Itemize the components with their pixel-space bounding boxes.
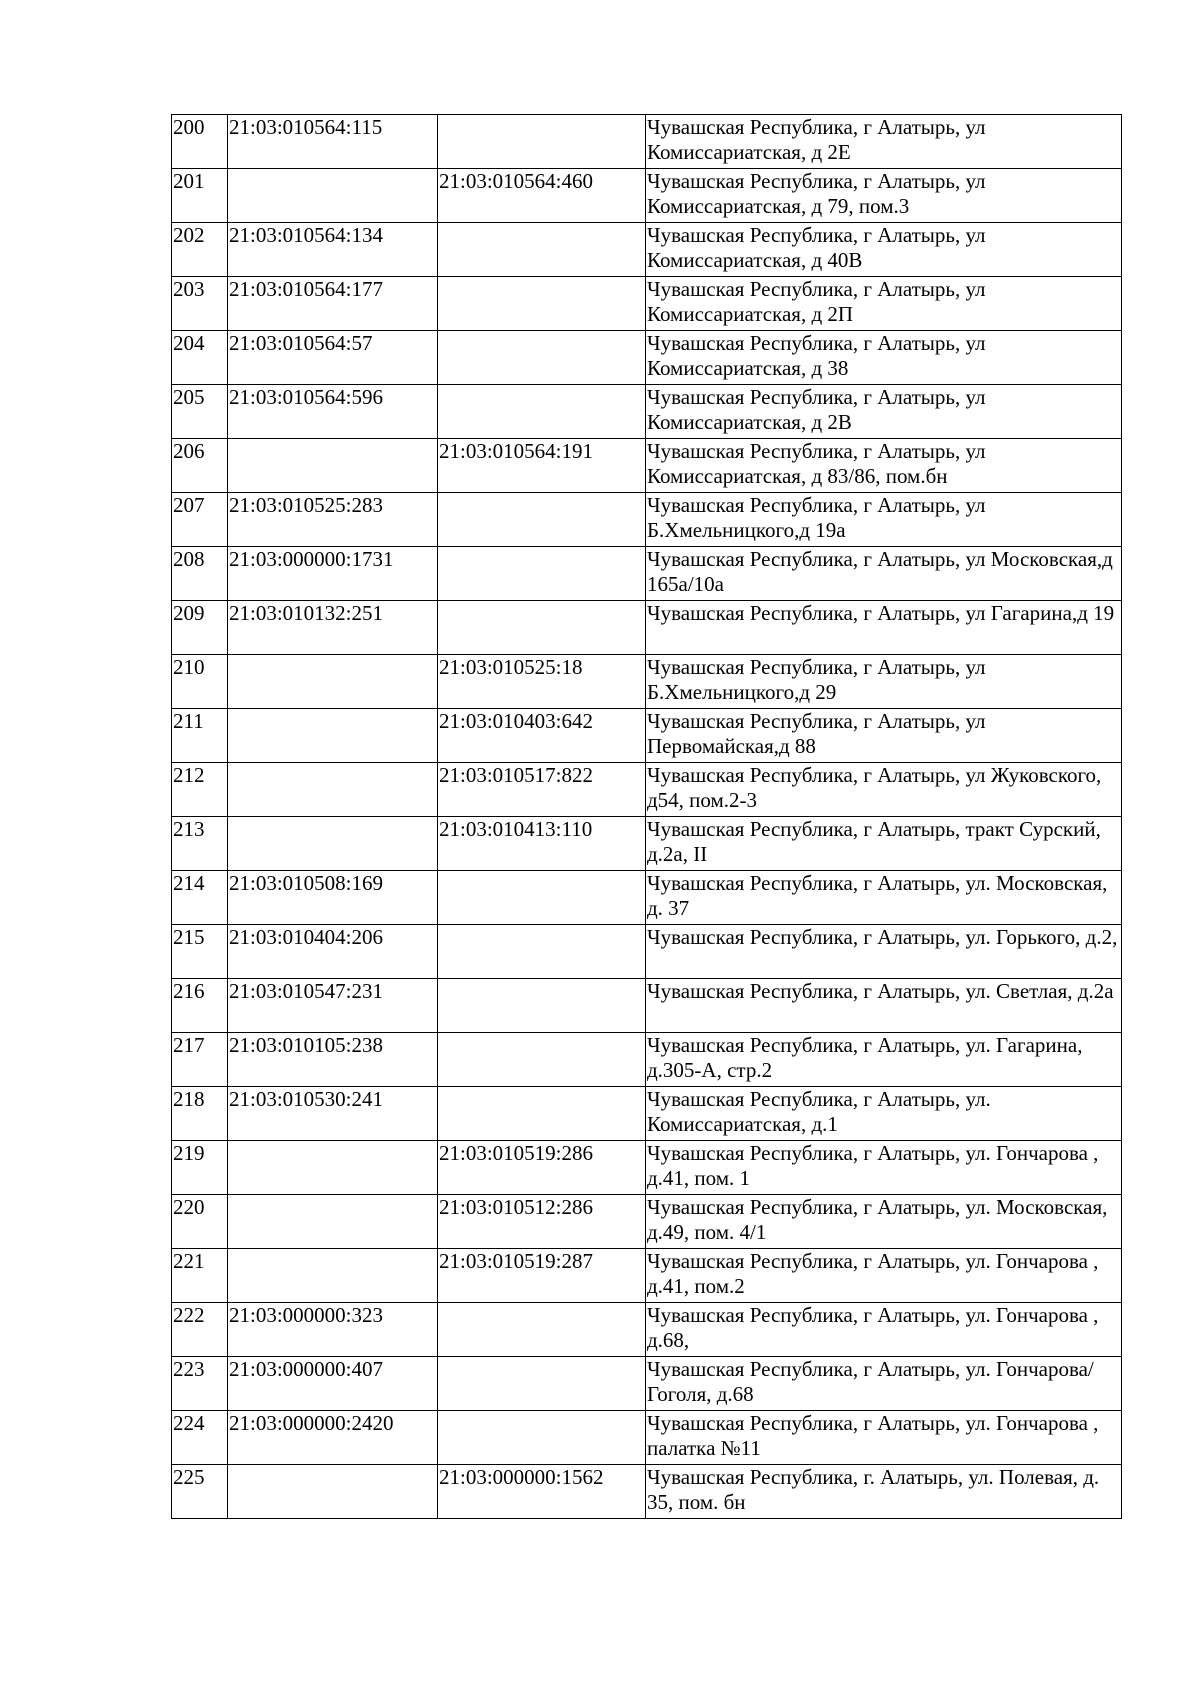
row-number-cell: 209 [172, 601, 228, 655]
premise-cadastral-number-cell [438, 331, 646, 385]
premise-cadastral-number-cell [438, 277, 646, 331]
premise-cadastral-number-cell [438, 1411, 646, 1465]
table-row [172, 277, 1122, 331]
cadastral-number-cell: 21:03:010132:251 [228, 601, 438, 655]
address-cell: Чувашская Республика, г Алатырь, ул. Гончарова , д.41, пом. 1 [646, 1141, 1122, 1195]
premise-cadastral-number-cell [438, 493, 646, 547]
table-row [172, 1303, 1122, 1357]
row-number-cell: 215 [172, 925, 228, 979]
cadastral-number-cell: 21:03:010564:177 [228, 277, 438, 331]
address-cell: Чувашская Республика, г Алатырь, ул. Комиссариатская, д.1 [646, 1087, 1122, 1141]
address-cell: Чувашская Республика, г Алатырь, ул Комиссариатская, д 2П [646, 277, 1122, 331]
address-cell: Чувашская Республика, г Алатырь, ул Жуковского, д54, пом.2-3 [646, 763, 1122, 817]
cadastral-number-cell: 21:03:010564:115 [228, 115, 438, 169]
cadastral-number-cell [228, 817, 438, 871]
row-number-cell: 200 [172, 115, 228, 169]
cadastral-number-cell: 21:03:010547:231 [228, 979, 438, 1033]
premise-cadastral-number-cell [438, 601, 646, 655]
cadastral-number-cell: 21:03:010404:206 [228, 925, 438, 979]
premise-cadastral-number-cell: 21:03:010525:18 [438, 655, 646, 709]
premise-cadastral-number-cell: 21:03:010519:286 [438, 1141, 646, 1195]
row-number-cell: 224 [172, 1411, 228, 1465]
premise-cadastral-number-cell: 21:03:000000:1562 [438, 1465, 646, 1519]
table-row [172, 601, 1122, 655]
table-row [172, 817, 1122, 871]
address-cell: Чувашская Республика, г Алатырь, ул. Гончарова , д.41, пом.2 [646, 1249, 1122, 1303]
premise-cadastral-number-cell [438, 547, 646, 601]
table-row [172, 385, 1122, 439]
row-number-cell: 202 [172, 223, 228, 277]
address-cell: Чувашская Республика, г Алатырь, ул Гагарина,д 19 [646, 601, 1122, 655]
premise-cadastral-number-cell: 21:03:010413:110 [438, 817, 646, 871]
table-row [172, 1249, 1122, 1303]
table-row [172, 709, 1122, 763]
premise-cadastral-number-cell: 21:03:010403:642 [438, 709, 646, 763]
address-cell: Чувашская Республика, г Алатырь, ул Комиссариатская, д 79, пом.3 [646, 169, 1122, 223]
table-row [172, 1141, 1122, 1195]
cadastral-number-cell: 21:03:010525:283 [228, 493, 438, 547]
cadastral-number-cell [228, 1141, 438, 1195]
row-number-cell: 214 [172, 871, 228, 925]
premise-cadastral-number-cell [438, 1087, 646, 1141]
premise-cadastral-number-cell [438, 223, 646, 277]
table-row [172, 1195, 1122, 1249]
premise-cadastral-number-cell [438, 979, 646, 1033]
table-row [172, 493, 1122, 547]
cadastral-number-cell: 21:03:010530:241 [228, 1087, 438, 1141]
address-cell: Чувашская Республика, г Алатырь, ул Московская,д 165а/10а [646, 547, 1122, 601]
row-number-cell: 220 [172, 1195, 228, 1249]
cadastral-number-cell: 21:03:010564:134 [228, 223, 438, 277]
cadastral-number-cell: 21:03:010105:238 [228, 1033, 438, 1087]
premise-cadastral-number-cell [438, 1303, 646, 1357]
cadastral-number-cell [228, 709, 438, 763]
address-cell: Чувашская Республика, г Алатырь, ул Комиссариатская, д 38 [646, 331, 1122, 385]
premise-cadastral-number-cell [438, 115, 646, 169]
table-row [172, 979, 1122, 1033]
premise-cadastral-number-cell: 21:03:010519:287 [438, 1249, 646, 1303]
premise-cadastral-number-cell [438, 1033, 646, 1087]
row-number-cell: 206 [172, 439, 228, 493]
row-number-cell: 207 [172, 493, 228, 547]
premise-cadastral-number-cell: 21:03:010512:286 [438, 1195, 646, 1249]
table-row [172, 1033, 1122, 1087]
cadastral-number-cell: 21:03:000000:2420 [228, 1411, 438, 1465]
row-number-cell: 225 [172, 1465, 228, 1519]
row-number-cell: 218 [172, 1087, 228, 1141]
cadastral-number-cell: 21:03:010508:169 [228, 871, 438, 925]
cadastral-number-cell [228, 763, 438, 817]
cadastral-number-cell [228, 655, 438, 709]
table-row [172, 1411, 1122, 1465]
table-row [172, 1465, 1122, 1519]
table-row [172, 655, 1122, 709]
address-cell: Чувашская Республика, г Алатырь, ул. Гончарова , палатка №11 [646, 1411, 1122, 1465]
row-number-cell: 216 [172, 979, 228, 1033]
address-cell: Чувашская Республика, г Алатырь, ул. Горького, д.2, [646, 925, 1122, 979]
address-cell: Чувашская Республика, г Алатырь, ул Комиссариатская, д 40В [646, 223, 1122, 277]
row-number-cell: 204 [172, 331, 228, 385]
cadastral-number-cell: 21:03:000000:323 [228, 1303, 438, 1357]
row-number-cell: 212 [172, 763, 228, 817]
row-number-cell: 219 [172, 1141, 228, 1195]
address-cell: Чувашская Республика, г Алатырь, ул Комиссариатская, д 2Е [646, 115, 1122, 169]
premise-cadastral-number-cell: 21:03:010564:460 [438, 169, 646, 223]
premise-cadastral-number-cell [438, 385, 646, 439]
premise-cadastral-number-cell [438, 925, 646, 979]
table-row [172, 1087, 1122, 1141]
row-number-cell: 213 [172, 817, 228, 871]
row-number-cell: 222 [172, 1303, 228, 1357]
address-cell: Чувашская Республика, г Алатырь, тракт Сурский, д.2а, II [646, 817, 1122, 871]
address-cell: Чувашская Республика, г Алатырь, ул. Светлая, д.2а [646, 979, 1122, 1033]
address-cell: Чувашская Республика, г Алатырь, ул. Гагарина, д.305-А, стр.2 [646, 1033, 1122, 1087]
table-row [172, 169, 1122, 223]
premise-cadastral-number-cell [438, 871, 646, 925]
row-number-cell: 205 [172, 385, 228, 439]
row-number-cell: 201 [172, 169, 228, 223]
table-row [172, 223, 1122, 277]
row-number-cell: 211 [172, 709, 228, 763]
table-row [172, 115, 1122, 169]
address-cell: Чувашская Республика, г Алатырь, ул Комиссариатская, д 83/86, пом.бн [646, 439, 1122, 493]
address-cell: Чувашская Республика, г Алатырь, ул Первомайская,д 88 [646, 709, 1122, 763]
table-row [172, 439, 1122, 493]
premise-cadastral-number-cell [438, 1357, 646, 1411]
address-cell: Чувашская Республика, г Алатырь, ул. Московская, д. 37 [646, 871, 1122, 925]
table-body [172, 115, 1122, 1519]
address-cell: Чувашская Республика, г Алатырь, ул Комиссариатская, д 2В [646, 385, 1122, 439]
cadastral-number-cell: 21:03:010564:596 [228, 385, 438, 439]
address-cell: Чувашская Республика, г Алатырь, ул. Гончарова , д.68, [646, 1303, 1122, 1357]
address-cell: Чувашская Республика, г Алатырь, ул. Гончарова/Гоголя, д.68 [646, 1357, 1122, 1411]
premise-cadastral-number-cell: 21:03:010517:822 [438, 763, 646, 817]
row-number-cell: 203 [172, 277, 228, 331]
address-cell: Чувашская Республика, г Алатырь, ул Б.Хмельницкого,д 19а [646, 493, 1122, 547]
table-row [172, 925, 1122, 979]
cadastral-number-cell [228, 169, 438, 223]
row-number-cell: 210 [172, 655, 228, 709]
cadastral-number-cell: 21:03:000000:407 [228, 1357, 438, 1411]
address-cell: Чувашская Республика, г Алатырь, ул. Московская, д.49, пом. 4/1 [646, 1195, 1122, 1249]
table-row [172, 547, 1122, 601]
row-number-cell: 208 [172, 547, 228, 601]
cadastral-number-cell [228, 439, 438, 493]
premise-cadastral-number-cell: 21:03:010564:191 [438, 439, 646, 493]
row-number-cell: 221 [172, 1249, 228, 1303]
cadastral-number-cell: 21:03:000000:1731 [228, 547, 438, 601]
cadastral-number-cell [228, 1465, 438, 1519]
property-registry-table [171, 114, 1122, 1519]
row-number-cell: 223 [172, 1357, 228, 1411]
cadastral-number-cell: 21:03:010564:57 [228, 331, 438, 385]
cadastral-number-cell [228, 1195, 438, 1249]
table-row [172, 1357, 1122, 1411]
table-row [172, 871, 1122, 925]
row-number-cell: 217 [172, 1033, 228, 1087]
address-cell: Чувашская Республика, г. Алатырь, ул. Полевая, д. 35, пом. бн [646, 1465, 1122, 1519]
table-row [172, 763, 1122, 817]
address-cell: Чувашская Республика, г Алатырь, ул Б.Хмельницкого,д 29 [646, 655, 1122, 709]
cadastral-number-cell [228, 1249, 438, 1303]
table-row [172, 331, 1122, 385]
